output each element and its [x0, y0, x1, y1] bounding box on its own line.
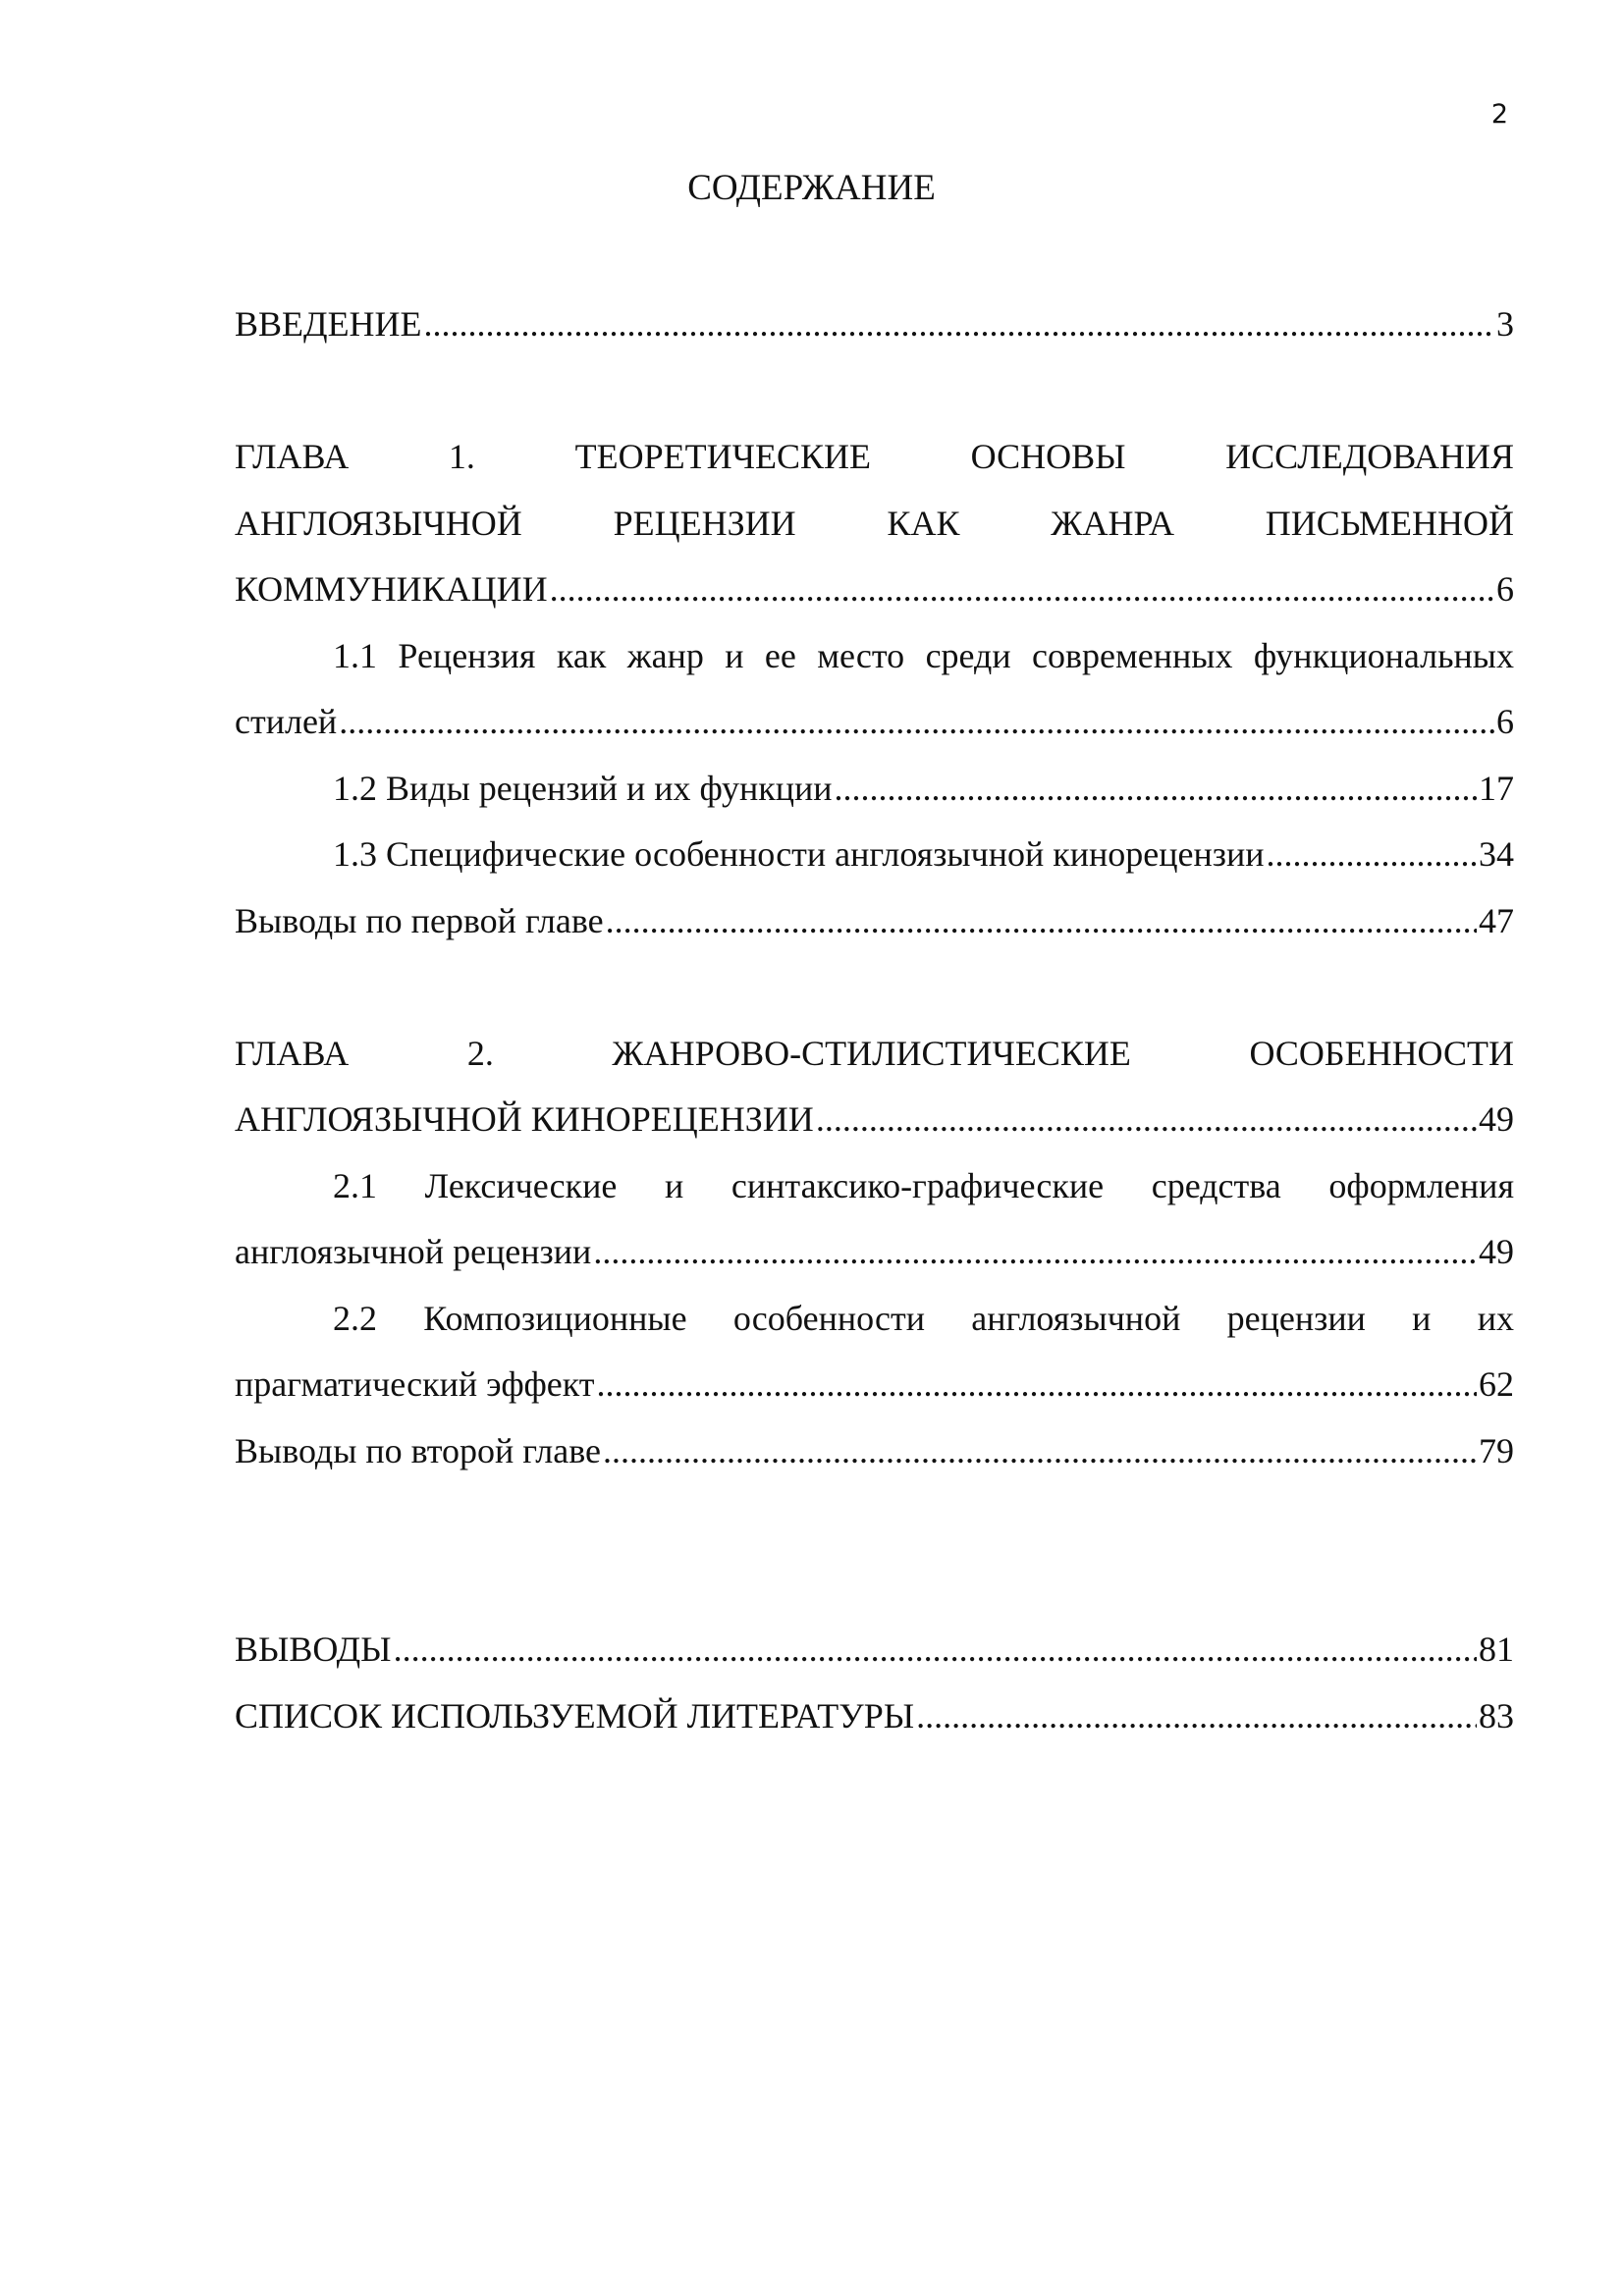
toc-leader-dots [339, 689, 1494, 756]
toc-entry-conclusions[interactable] [235, 1617, 1514, 1683]
toc-entry-page: 3 [1496, 304, 1514, 344]
toc-chapter2-conclusion[interactable] [235, 1418, 1514, 1485]
toc-chapter1-heading-line2[interactable]: АНГЛОЯЗЫЧНОЙ РЕЦЕНЗИИ КАК ЖАНРА ПИСЬМЕННОЙ [235, 503, 1514, 543]
toc-chapter1-heading-line3[interactable] [235, 557, 1514, 623]
toc-entry-label: 1.2 Виды рецензий и их функции [333, 768, 833, 808]
toc-leader-dots [593, 1219, 1477, 1286]
toc-entry-label: прагматический эффект [235, 1364, 595, 1404]
toc-entry-references[interactable] [235, 1683, 1514, 1750]
toc-chapter1-heading-line1[interactable]: ГЛАВА 1. ТЕОРЕТИЧЕСКИЕ ОСНОВЫ ИССЛЕДОВАНИЯ [235, 437, 1514, 476]
toc-entry-page: 79 [1479, 1430, 1514, 1470]
toc-entry-page: 47 [1479, 900, 1514, 940]
toc-leader-dots [835, 756, 1477, 823]
toc-entry-label: Выводы по первой главе [235, 900, 604, 940]
toc-leader-dots [603, 1418, 1477, 1485]
toc-entry-label: стилей [235, 702, 338, 741]
toc-section-1-1-line1[interactable]: 1.1 Рецензия как жанр и ее место среди современных функциональных [333, 635, 1514, 675]
toc-chapter2-heading-line2[interactable] [235, 1087, 1514, 1153]
toc-entry-label: англоязычной рецензии [235, 1232, 592, 1271]
toc-entry-page: 62 [1479, 1364, 1514, 1404]
toc-section-2-1-line2[interactable] [235, 1219, 1514, 1286]
toc-entry-introduction[interactable] [235, 292, 1514, 358]
toc-entry-label: АНГЛОЯЗЫЧНОЙ КИНОРЕЦЕНЗИИ [235, 1099, 814, 1139]
toc-leader-dots [424, 292, 1494, 358]
toc-section-1-1-line2[interactable] [235, 689, 1514, 756]
toc-leader-dots [1267, 822, 1478, 888]
toc-entry-page: 49 [1479, 1232, 1514, 1271]
toc-leader-dots [916, 1683, 1477, 1750]
toc-leader-dots [597, 1352, 1477, 1418]
toc-entry-label: ВЫВОДЫ [235, 1629, 392, 1669]
toc-leader-dots [606, 888, 1477, 955]
toc-entry-page: 81 [1479, 1629, 1514, 1669]
toc-entry-label: СПИСОК ИСПОЛЬЗУЕМОЙ ЛИТЕРАТУРЫ [235, 1695, 915, 1735]
toc-section-1-3[interactable] [235, 822, 1514, 888]
toc-chapter1-conclusion[interactable] [235, 888, 1514, 955]
toc-entry-label: ВВЕДЕНИЕ [235, 304, 422, 344]
toc-entry-label: 1.3 Специфические особенности англоязычной кинорецензии [333, 834, 1265, 874]
toc-section-2-2-line2[interactable] [235, 1352, 1514, 1418]
toc-section-1-2[interactable] [235, 756, 1514, 823]
toc-chapter2-heading-line1[interactable]: ГЛАВА 2. ЖАНРОВО-СТИЛИСТИЧЕСКИЕ ОСОБЕННОСТИ [235, 1033, 1514, 1073]
toc-entry-label: КОММУНИКАЦИИ [235, 569, 548, 609]
page-number: 2 [1490, 99, 1508, 130]
table-of-contents [235, 292, 1514, 1749]
toc-section-2-1-line1[interactable]: 2.1 Лексические и синтаксико-графические средства оформления [333, 1165, 1514, 1205]
toc-section-2-2-line1[interactable]: 2.2 Композиционные особенности англоязычной рецензии и их [333, 1298, 1514, 1338]
toc-entry-page: 17 [1479, 768, 1514, 808]
toc-entry-page: 6 [1496, 569, 1514, 609]
toc-leader-dots [550, 557, 1494, 623]
toc-entry-page: 34 [1479, 834, 1514, 874]
toc-entry-label: Выводы по второй главе [235, 1430, 601, 1470]
toc-leader-dots [394, 1617, 1477, 1683]
toc-entry-page: 6 [1496, 702, 1514, 741]
page-title: СОДЕРЖАНИЕ [687, 168, 936, 208]
toc-entry-page: 83 [1479, 1695, 1514, 1735]
toc-leader-dots [816, 1087, 1477, 1153]
toc-entry-page: 49 [1479, 1099, 1514, 1139]
